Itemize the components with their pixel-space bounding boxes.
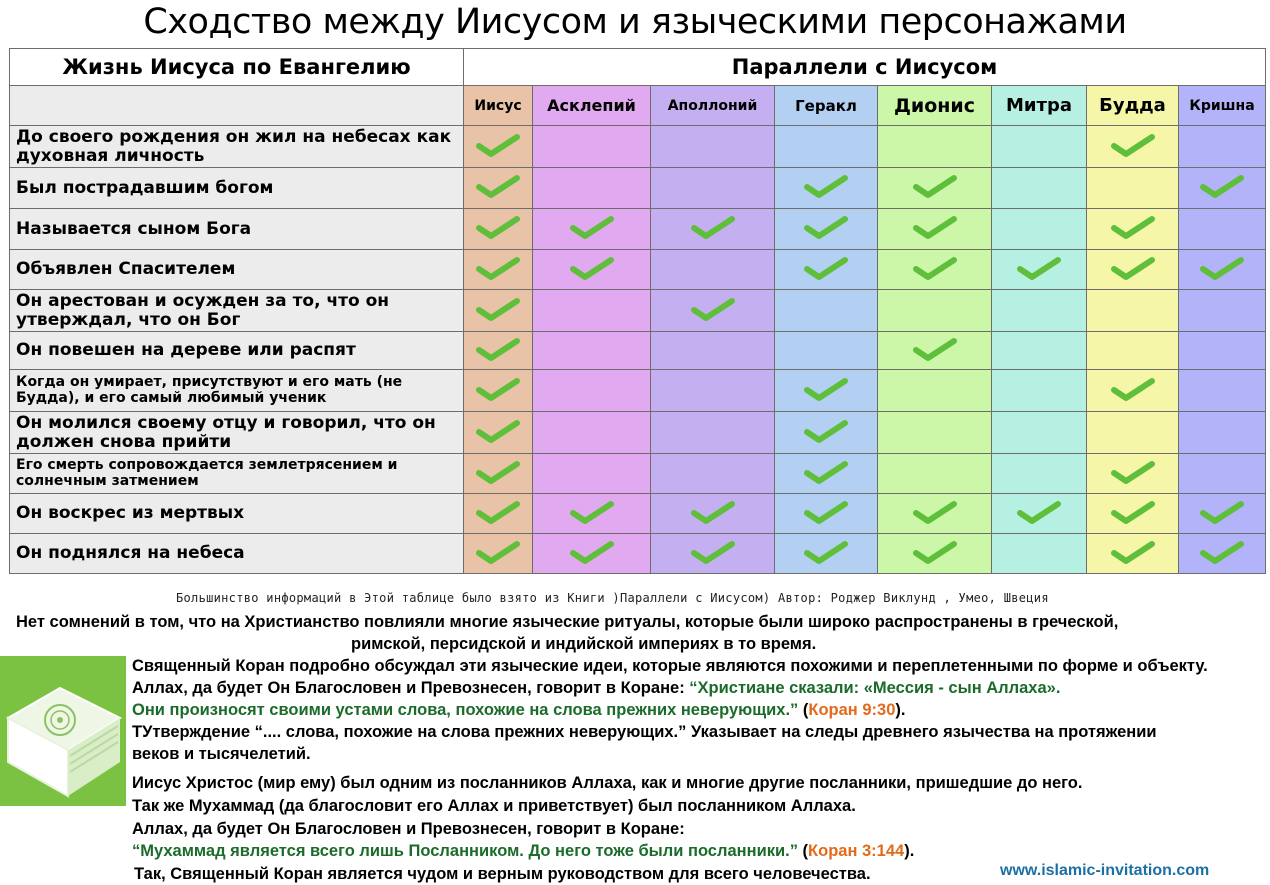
column-header-buddha: Будда [1087,86,1179,126]
checkmark-icon [569,539,615,565]
checkmark-icon [475,459,521,485]
checkmark-icon [569,499,615,525]
table-cell [1179,370,1266,412]
table-cell [464,126,533,168]
quran-intro-text: Аллах, да будет Он Благословен и Превознесен, говорит в Коране: [132,679,690,697]
paragraph-messengers-line-3: Аллах, да будет Он Благословен и Превознесен, говорит в Коране: [132,820,685,838]
checkmark-icon [912,255,958,281]
table-body [10,126,1266,574]
checkmark-icon [803,418,849,444]
quran-reference-3-144: Коран 3:144 [808,842,905,860]
checkmark-icon [1110,214,1156,240]
row-label: Был пострадавшим богом [10,168,464,209]
row-label: Он воскрес из мертвых [10,494,464,534]
checkmark-icon [475,255,521,281]
table-cell [533,494,651,534]
table-cell [1179,332,1266,370]
checkmark-icon [1110,499,1156,525]
table-row [10,412,1266,454]
table-cell [878,126,992,168]
table-row [10,332,1266,370]
checkmark-icon [475,173,521,199]
checkmark-icon [803,539,849,565]
table-cell [1179,412,1266,454]
quran-reference-9-30: Коран 9:30 [808,701,896,719]
checkmark-icon [475,539,521,565]
table-cell [533,454,651,494]
table-cell [533,250,651,290]
checkmark-icon [803,214,849,240]
table-cell [775,370,878,412]
table-cell [1179,168,1266,209]
table-cell [775,209,878,250]
checkmark-icon [690,296,736,322]
table-cell [1179,494,1266,534]
empty-corner-cell [10,86,464,126]
table-cell [533,209,651,250]
checkmark-icon [912,173,958,199]
table-cell [1087,534,1179,574]
source-note: Большинство информаций в Этой таблице было взято из Книги )Параллели с Иисусом) Автор: Роджер Виклунд , Умео, Швеция [176,591,1049,605]
table-cell [878,412,992,454]
table-cell [464,250,533,290]
table-cell [878,332,992,370]
table-cell [878,494,992,534]
table-cell [775,168,878,209]
column-header-row [10,86,1266,126]
checkmark-icon [1199,173,1245,199]
table-cell [878,209,992,250]
checkmark-icon [1199,255,1245,281]
table-row [10,209,1266,250]
table-cell [464,209,533,250]
table-row [10,534,1266,574]
checkmark-icon [475,418,521,444]
row-label: Называется сыном Бога [10,209,464,250]
table-row [10,370,1266,412]
paragraph-quran-line-3 [132,699,905,721]
row-label: Объявлен Спасителем [10,250,464,290]
table-cell [992,412,1087,454]
checkmark-icon [475,376,521,402]
table-cell [464,454,533,494]
table-cell [878,290,992,332]
table-cell [533,534,651,574]
checkmark-icon [1110,459,1156,485]
table-cell [775,454,878,494]
paragraph-quran-line-5: веков и тысячелетий. [132,745,311,763]
row-label: Он молился своему отцу и говорил, что он должен снова прийти [10,412,464,454]
page-title: Сходство между Иисусом и языческими персонажами [143,2,1127,42]
checkmark-icon [803,499,849,525]
close-paren: ). [895,701,906,719]
checkmark-icon [803,255,849,281]
paragraph-messengers-line-5: Так, Священный Коран является чудом и верным руководством для всего человечества. [134,865,871,883]
table-cell [775,494,878,534]
column-header-krishna: Кришна [1179,86,1266,126]
table-cell [533,370,651,412]
column-header-jesus: Иисус [464,86,533,126]
paragraph-messengers-line-1: Иисус Христос (мир ему) был одним из посланников Аллаха, как и многие другие посланники, пришедшие до него. [132,774,1083,792]
checkmark-icon [569,255,615,281]
column-header-dionysus: Дионис [878,86,992,126]
table-cell [1087,412,1179,454]
checkmark-icon [690,499,736,525]
table-cell [1087,454,1179,494]
table-cell [1087,250,1179,290]
row-label: Его смерть сопровождается землетрясением и солнечным затмением [10,454,464,494]
table-cell [651,332,775,370]
table-cell [651,250,775,290]
checkmark-icon [912,336,958,362]
table-cell [651,494,775,534]
checkmark-icon [475,336,521,362]
paragraph-quran-line-4: ТУтверждение “.... слова, похожие на слова прежних неверующих.” Указывает на следы древнего язычества на протяжении [132,723,1157,741]
table-cell [464,332,533,370]
row-label: Он повешен на дереве или распят [10,332,464,370]
table-cell [992,250,1087,290]
paragraph-messengers-line-4 [132,840,914,862]
table-cell [878,534,992,574]
table-cell [651,168,775,209]
table-row [10,168,1266,209]
table-cell [651,126,775,168]
table-cell [464,290,533,332]
table-cell [1087,290,1179,332]
paragraph-influence-line-1: Нет сомнений в том, что на Христианство повлияли многие языческие ритуалы, которые были широко распространены в греческой, [16,613,1119,631]
checkmark-icon [475,132,521,158]
table-row [10,290,1266,332]
checkmark-icon [690,539,736,565]
checkmark-icon [569,214,615,240]
checkmark-icon [912,214,958,240]
table-cell [1087,332,1179,370]
table-cell [533,412,651,454]
table-cell [464,494,533,534]
checkmark-icon [1016,255,1062,281]
table-cell [464,370,533,412]
open-paren: ( [802,701,809,719]
table-row [10,454,1266,494]
table-cell [533,290,651,332]
quran-quote-part-2: Они произносят своими устами слова, похожие на слова прежних неверующих.” [132,701,803,719]
table-cell [1179,250,1266,290]
table-cell [651,534,775,574]
table-row [10,250,1266,290]
table-cell [1179,534,1266,574]
table-cell [1179,209,1266,250]
table-cell [464,412,533,454]
table-cell [1087,494,1179,534]
table-cell [775,332,878,370]
table-row [10,494,1266,534]
table-cell [1087,126,1179,168]
table-cell [533,168,651,209]
table-cell [651,290,775,332]
table-cell [464,168,533,209]
row-label: До своего рождения он жил на небесах как духовная личность [10,126,464,168]
row-label: Когда он умирает, присутствуют и его мать (не Будда), и его самый любимый ученик [10,370,464,412]
table-cell [992,168,1087,209]
checkmark-icon [1110,255,1156,281]
paragraph-influence-line-2: римской, персидской и индийской империях в то время. [351,635,817,653]
table-cell [878,370,992,412]
table-cell [992,290,1087,332]
checkmark-icon [912,539,958,565]
column-header-asclepius: Асклепий [533,86,651,126]
comparison-table [9,48,1266,574]
quran-quote-part-1: “Христиане сказали: «Мессия - сын Аллаха». [689,679,1061,697]
table-cell [992,370,1087,412]
table-cell [1087,209,1179,250]
row-label: Он поднялся на небеса [10,534,464,574]
open-paren: ( [802,842,809,860]
table-cell [992,534,1087,574]
close-paren: ). [904,842,915,860]
table-cell [992,332,1087,370]
checkmark-icon [1110,376,1156,402]
table-cell [1179,126,1266,168]
table-cell [1179,454,1266,494]
table-cell [992,209,1087,250]
table-cell [651,209,775,250]
quran-quote-3-144: “Мухаммад является всего лишь Посланником. До него тоже были посланники.” [132,842,803,860]
column-header-apollonius: Аполлоний [651,86,775,126]
checkmark-icon [803,459,849,485]
checkmark-icon [690,214,736,240]
table-cell [651,370,775,412]
table-cell [464,534,533,574]
table-cell [992,454,1087,494]
table-cell [1087,370,1179,412]
checkmark-icon [803,376,849,402]
column-header-heracles: Геракл [775,86,878,126]
table-cell [878,454,992,494]
table-cell [651,412,775,454]
website-link[interactable]: www.islamic-invitation.com [1000,862,1210,879]
table-cell [1179,290,1266,332]
checkmark-icon [475,296,521,322]
checkmark-icon [1199,499,1245,525]
checkmark-icon [1110,539,1156,565]
table-cell [992,126,1087,168]
checkmark-icon [1016,499,1062,525]
table-cell [775,250,878,290]
checkmark-icon [803,173,849,199]
checkmark-icon [1110,132,1156,158]
checkmark-icon [475,499,521,525]
row-label: Он арестован и осужден за то, что он утверждал, что он Бог [10,290,464,332]
table-cell [533,126,651,168]
table-cell [775,412,878,454]
table-cell [775,534,878,574]
paragraph-quran-line-1: Священный Коран подробно обсуждал эти языческие идеи, которые являются похожими и переплетенными по форме и объекту. [132,657,1208,675]
paragraph-quran-line-2 [132,677,1060,699]
table-cell [775,126,878,168]
table-cell [878,168,992,209]
table-cell [533,332,651,370]
table-row [10,126,1266,168]
table-cell [878,250,992,290]
table-cell [1087,168,1179,209]
paragraph-messengers-line-2: Так же Мухаммад (да благословит его Аллах и приветствует) был посланником Аллаха. [132,797,856,815]
left-header: Жизнь Иисуса по Евангелию [10,49,464,86]
checkmark-icon [912,499,958,525]
table-cell [992,494,1087,534]
checkmark-icon [1199,539,1245,565]
column-header-mithra: Митра [992,86,1087,126]
checkmark-icon [475,214,521,240]
quran-book-icon [0,656,126,806]
table-cell [775,290,878,332]
table-cell [651,454,775,494]
right-header: Параллели с Иисусом [464,49,1266,86]
